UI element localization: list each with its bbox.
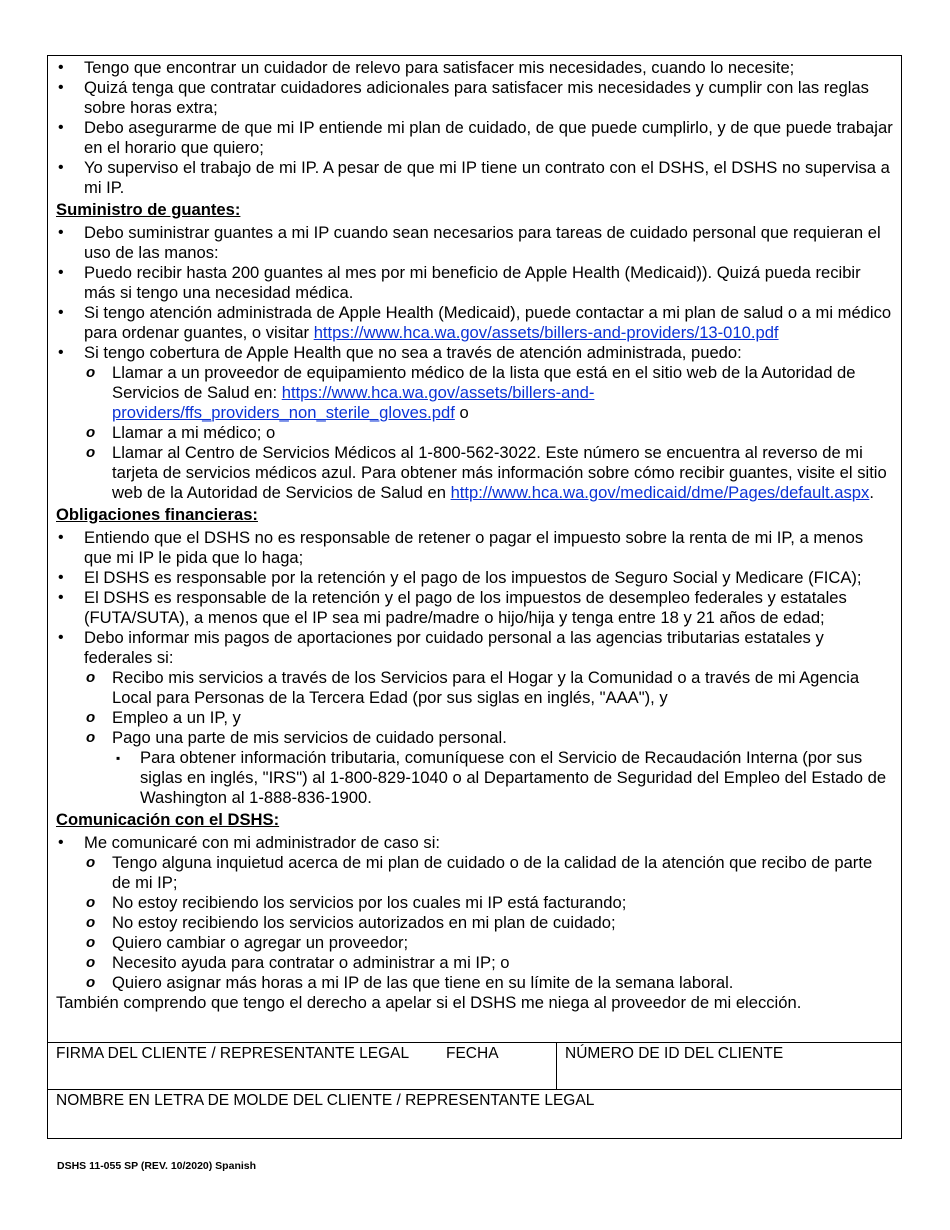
list-item xyxy=(56,58,894,78)
list-item-text: Puedo recibir hasta 200 guantes al mes por mi beneficio de Apple Health (Medicaid)). Quizá pueda recibir más si tengo una necesidad médica. xyxy=(84,263,861,302)
sub-list-item-text: Quiero asignar más horas a mi IP de las que tiene en su límite de la semana laboral. xyxy=(112,973,734,992)
list-item-text: Quizá tenga que contratar cuidadores adicionales para satisfacer mis necesidades y cumplir con las reglas sobre horas extra; xyxy=(84,78,869,117)
bullet-icon: • xyxy=(58,159,64,176)
list-item xyxy=(56,303,894,343)
list-item xyxy=(56,343,894,363)
bullet-icon: • xyxy=(58,344,64,361)
sub-list-item-suffix: . xyxy=(869,483,874,502)
sub-list-item xyxy=(56,853,894,893)
section-heading-communication: Comunicación con el DSHS: xyxy=(56,810,280,829)
sub-sub-list-item-text: Para obtener información tributaria, comuníquese con el Servicio de Recaudación Interna (por sus siglas en inglés, "IRS") al 1-800-829-1040 o al Departamento de Seguridad del Empleo del Estado de Washington al 1-888-836-1900. xyxy=(140,748,887,807)
gloves-providers-link[interactable]: https://www.hca.wa.gov/assets/billers-and-providers/ffs_providers_non_sterile_gloves.pdf xyxy=(112,383,595,422)
list-item-text: Si tengo atención administrada de Apple Health (Medicaid), puede contactar a mi plan de salud o a mi médico para ordenar guantes, o visitar xyxy=(84,303,892,342)
bullet-icon: • xyxy=(58,834,64,851)
sub-bullet-icon: o xyxy=(86,424,96,441)
list-item-text: Me comunicaré con mi administrador de caso si: xyxy=(84,833,440,852)
bullet-icon: • xyxy=(58,529,64,546)
sub-bullet-icon: o xyxy=(86,954,96,971)
bullet-icon: • xyxy=(58,589,64,606)
printed-name-label: NOMBRE EN LETRA DE MOLDE DEL CLIENTE / REPRESENTANTE LEGAL xyxy=(56,1092,595,1109)
sub-bullet-icon: o xyxy=(86,729,96,746)
list-item xyxy=(56,78,894,118)
sub-bullet-icon: o xyxy=(86,914,96,931)
medicaid-dme-link[interactable]: http://www.hca.wa.gov/medicaid/dme/Pages/default.aspx xyxy=(450,483,870,502)
form-id-footer: DSHS 11-055 SP (REV. 10/2020) Spanish xyxy=(57,1160,257,1172)
square-bullet-icon: ▪ xyxy=(116,751,121,765)
sub-list-item xyxy=(56,668,894,708)
list-item xyxy=(56,528,894,568)
list-item-text: El DSHS es responsable de la retención y el pago de los impuestos de desempleo federales y estatales (FUTA/SUTA), a menos que el IP sea mi padre/madre o hijo/hija y tenga entre 18 y 21 años de edad; xyxy=(84,588,847,627)
sub-list-item xyxy=(56,973,894,993)
sub-bullet-icon: o xyxy=(86,709,96,726)
sub-list-item xyxy=(56,953,894,973)
sub-bullet-icon: o xyxy=(86,364,96,381)
list-item-text: Debo informar mis pagos de aportaciones por cuidado personal a las agencias tributarias estatales y federales si: xyxy=(84,628,824,667)
sub-list-item-text: Llamar a mi médico; o xyxy=(112,423,276,442)
form-frame xyxy=(47,55,902,1139)
sub-list-item xyxy=(56,363,894,423)
sub-list-item-text: Tengo alguna inquietud acerca de mi plan de cuidado o de la calidad de la atención que recibo de parte de mi IP; xyxy=(112,853,873,892)
sub-list-item-text: Llamar al Centro de Servicios Médicos al 1-800-562-3022. Este número se encuentra al reverso de mi tarjeta de servicios médicos azul. Para obtener más información sobre cómo recibir guantes, visite el sitio web de la Autoridad de Servicios de Salud en xyxy=(112,443,887,502)
client-id-field[interactable] xyxy=(557,1043,901,1089)
client-signature-field[interactable] xyxy=(48,1043,557,1089)
bullet-icon: • xyxy=(58,264,64,281)
bullet-icon: • xyxy=(58,304,64,321)
list-item xyxy=(56,158,894,198)
sub-list-item-text: Recibo mis servicios a través de los Servicios para el Hogar y la Comunidad o a través de mi Agencia Local para Personas de la Tercera Edad (por sus siglas en inglés, "AAA"), y xyxy=(112,668,860,707)
signature-row xyxy=(48,1043,901,1090)
list-item-text: Debo asegurarme de que mi IP entiende mi plan de cuidado, de que puede cumplirlo, y de que puede trabajar en el horario que quiero; xyxy=(84,118,893,157)
section-heading-gloves: Suministro de guantes: xyxy=(56,200,241,219)
bullet-icon: • xyxy=(58,224,64,241)
bullet-icon: • xyxy=(58,119,64,136)
sub-bullet-icon: o xyxy=(86,894,96,911)
sub-bullet-icon: o xyxy=(86,444,96,461)
list-item xyxy=(56,568,894,588)
list-item xyxy=(56,588,894,628)
closing-statement: También comprendo que tengo el derecho a apelar si el DSHS me niega al proveedor de mi elección. xyxy=(56,993,802,1012)
sub-list-item xyxy=(56,443,894,503)
hca-gloves-link[interactable]: https://www.hca.wa.gov/assets/billers-and-providers/13-010.pdf xyxy=(313,323,779,342)
list-item-text: Yo superviso el trabajo de mi IP. A pesar de que mi IP tiene un contrato con el DSHS, el DSHS no supervisa a mi IP. xyxy=(84,158,890,197)
list-item-text: Entiendo que el DSHS no es responsable de retener o pagar el impuesto sobre la renta de mi IP, a menos que mi IP le pida que lo haga; xyxy=(84,528,864,567)
list-item xyxy=(56,223,894,263)
sub-list-item-text: No estoy recibiendo los servicios por los cuales mi IP está facturando; xyxy=(112,893,627,912)
sub-list-item xyxy=(56,933,894,953)
sub-list-item-text: Quiero cambiar o agregar un proveedor; xyxy=(112,933,409,952)
list-item-text: Tengo que encontrar un cuidador de relevo para satisfacer mis necesidades, cuando lo necesite; xyxy=(84,58,795,77)
list-item-text: Debo suministrar guantes a mi IP cuando sean necesarios para tareas de cuidado personal que requieran el uso de las manos: xyxy=(84,223,881,262)
sub-bullet-icon: o xyxy=(86,974,96,991)
bullet-icon: • xyxy=(58,569,64,586)
sub-list-item-suffix: o xyxy=(454,403,469,422)
client-signature-label: FIRMA DEL CLIENTE / REPRESENTANTE LEGAL xyxy=(56,1045,410,1062)
bullet-icon: • xyxy=(58,629,64,646)
bullet-icon: • xyxy=(58,79,64,96)
sub-list-item xyxy=(56,423,894,443)
client-id-label: NÚMERO DE ID DEL CLIENTE xyxy=(565,1045,784,1062)
sub-list-item xyxy=(56,728,894,748)
sub-list-item xyxy=(56,913,894,933)
signature-block xyxy=(48,1042,901,1139)
list-item xyxy=(56,833,894,853)
bullet-icon: • xyxy=(58,59,64,76)
sub-list-item xyxy=(56,893,894,913)
printed-name-field[interactable] xyxy=(48,1090,901,1139)
date-label: FECHA xyxy=(446,1045,499,1062)
sub-sub-list-item xyxy=(56,748,894,808)
sub-list-item-text: No estoy recibiendo los servicios autorizados en mi plan de cuidado; xyxy=(112,913,616,932)
list-item-text: Si tengo cobertura de Apple Health que no sea a través de atención administrada, puedo: xyxy=(84,343,742,362)
list-item xyxy=(56,263,894,303)
list-item xyxy=(56,118,894,158)
sub-list-item-text: Llamar a un proveedor de equipamiento médico de la lista que está en el sitio web de la Autoridad de Servicios de Salud en: xyxy=(112,363,856,402)
sub-bullet-icon: o xyxy=(86,669,96,686)
sub-list-item-text: Pago una parte de mis servicios de cuidado personal. xyxy=(112,728,507,747)
list-item-text: El DSHS es responsable por la retención y el pago de los impuestos de Seguro Social y Medicare (FICA); xyxy=(84,568,862,587)
section-heading-financial: Obligaciones financieras: xyxy=(56,505,258,524)
list-item xyxy=(56,628,894,668)
sub-bullet-icon: o xyxy=(86,854,96,871)
form-content xyxy=(56,58,894,1013)
sub-bullet-icon: o xyxy=(86,934,96,951)
sub-list-item-text: Empleo a un IP, y xyxy=(112,708,241,727)
sub-list-item xyxy=(56,708,894,728)
sub-list-item-text: Necesito ayuda para contratar o administrar a mi IP; o xyxy=(112,953,510,972)
